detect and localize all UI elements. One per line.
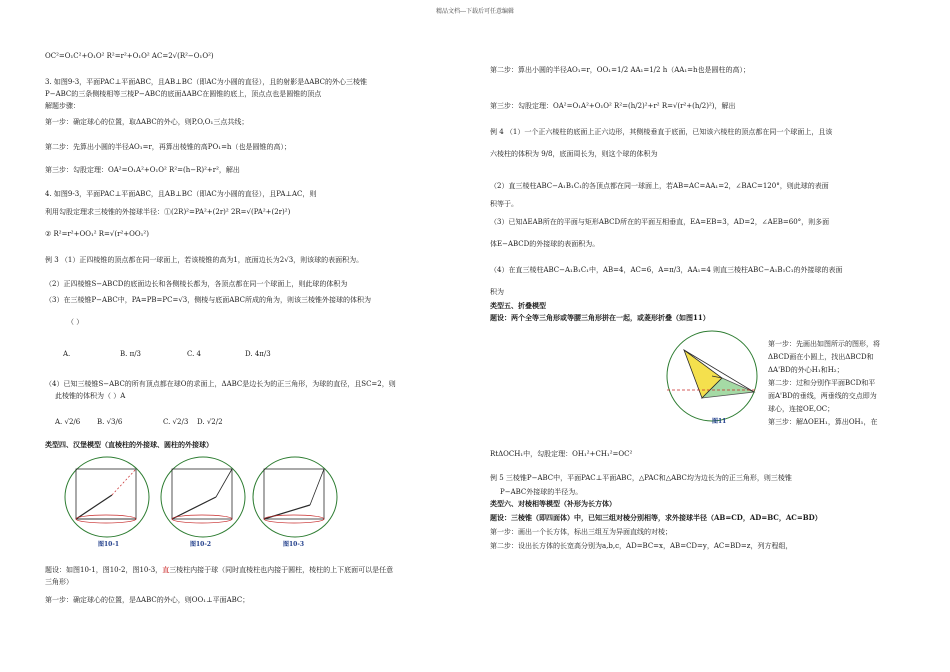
section-heading-type4: 类型四、汉堡模型（直棱柱的外接球、圆柱的外接球） xyxy=(45,440,213,449)
left-text-line: 例 3 （1）正四棱锥的顶点都在同一球面上，若该棱锥的高为1，底面边长为2√3，则该球的表面积为。 xyxy=(45,256,364,264)
left-text-line: OC²=O₁C²+O₁O² R²=r²+O₁O² AC=2√(R²−O₁O²) xyxy=(45,52,214,60)
left-text-line: （3）在三棱锥P−ABC中，PA=PB=PC=√3，侧棱与底面ABC所成的角为，则该三棱锥外接球的体积为 xyxy=(45,296,371,304)
left-text-line: （2）正四棱锥S−ABCD的底面边长和各侧棱长都为，各顶点都在同一个球面上，则此球的体积为 xyxy=(45,280,348,288)
right-text-line: （4）在直三棱柱ABC−A₁B₁C₁中，AB=4，AC=6，A=π/3，AA₁=4 则直三棱柱ABC−A₁B₁C₁的外接球的表面 xyxy=(490,266,843,274)
figure-11-step-line: 球心，连接OE,OC； xyxy=(768,405,835,413)
figure-11 xyxy=(662,328,762,423)
figure-11-step-line: 面A'BD的垂线，两垂线的交点即为 xyxy=(768,392,877,400)
right-after-line: RtΔOCH₁中，勾股定理：OH₁²+CH₁²=OC² xyxy=(490,450,633,458)
left-text-line: P−ABC的三条侧棱相等三棱P−ABC的底面ΔABC在圆锥的底上，顶点点也是圆锥的顶点 xyxy=(45,90,322,98)
section-subtitle-type6: 题设：三棱锥（即四面体）中，已知三组对棱分别相等，求外接球半径（AB=CD，AD=BC，AC=BD） xyxy=(490,513,822,522)
right-text-line: （2）直三棱柱ABC−A₁B₁C₁的各顶点都在同一球面上，若AB=AC=AA₁=2，∠BAC=120°，则此球的表面 xyxy=(490,182,829,190)
left-text-line: A. xyxy=(63,350,71,358)
left-bottom-line-2: 三角形） xyxy=(45,578,73,586)
left-text-line: 第二步：先算出小圆的半径AO₁=r，再算出棱锥的高PO₁=h（也是圆锥的高）； xyxy=(45,143,291,151)
right-text-line: 六棱柱的体积为 9/8，底面周长为，则这个球的体积为 xyxy=(490,150,658,158)
figure-11-step-line: ΔA'BD的外心H₁和H₂； xyxy=(768,366,844,374)
left-bottom-line-1: 题设：如图10-1，图10-2，图10-3，直三棱柱内接于球（同时直棱柱也内接于圆柱，棱柱的上下底面可以是任意 xyxy=(45,566,394,574)
left-text-line: B. π/3 xyxy=(120,350,142,358)
right-text-line: 第三步：勾股定理：OA²=O₁A²+O₁O² R²=(h/2)²+r² R=√(r²+(h/2)²)，解出 xyxy=(490,102,736,110)
right-text-line: 例 4 （1）一个正六棱柱的底面上正六边形，其侧棱垂直于底面，已知该六棱柱的顶点都在同一个球面上，且该 xyxy=(490,128,833,136)
left-text-line: C. 4 xyxy=(187,350,202,358)
right-text-line: 体E−ABCD的外接球的表面积为。 xyxy=(490,240,600,248)
figure-11-step-line: 第一步：先画出如图所示的图形，将 xyxy=(768,340,880,348)
left-text-line: （ ） xyxy=(67,318,84,326)
right-text-line: 积为 xyxy=(490,288,504,296)
right-text-line: （3）已知ΔEAB所在的平面与矩形ABCD所在的平面互相垂直，EA=EB=3，AD=2，∠AEB=60°，则多面 xyxy=(490,218,830,226)
figure-11-step-line: 第二步：过和分别作平面BCD和平 xyxy=(768,379,876,387)
highlight-word: 直 xyxy=(162,566,170,574)
left-text-line: （4）已知三棱锥S−ABC的所有顶点都在球O的求面上，ΔABC是边长为的正三角形，为球的直径，且SC=2，则 xyxy=(45,380,396,388)
left-text-line: A. √2/6 xyxy=(55,418,81,426)
left-text-line: ② R²=r²+OO₁² R=√(r²+OO₁²) xyxy=(45,230,149,238)
section-subtitle-type5: 题设：两个全等三角形或等腰三角形拼在一起，或菱形折叠（如图11） xyxy=(490,313,710,322)
right-tail-line-2: 第二步：设出长方体的长宽高分别为a,b,c，AD=BC=x，AB=CD=y，AC=BD=z，列方程组， xyxy=(490,542,793,550)
figure-caption-11: 图11 xyxy=(712,418,727,425)
right-text-line: 积等于。 xyxy=(490,200,518,208)
left-bottom-line-3: 第一步：确定球心的位置，是ΔABC的外心，则OO₁⊥平面ABC； xyxy=(45,596,250,604)
left-text-line: 第一步：确定球心的位置，取ΔABC的外心，则P,O,O₁三点共线； xyxy=(45,118,249,126)
figure-10-1 xyxy=(62,455,152,540)
left-text-line: 利用勾股定理求三棱锥的外接球半径：①(2R)²=PA²+(2r)² 2R=√(PA²+(2r)²) xyxy=(45,208,291,216)
figure-11-step-line: ΔBCD画在小圆上，找出ΔBCD和 xyxy=(768,353,874,361)
left-text-line: B. √3/6 xyxy=(97,418,123,426)
left-text-line: 3. 如图9-3，平面PAC⊥平面ABC，且AB⊥BC（即AC为小圆的直径），且的射影是ΔABC的外心三棱锥 xyxy=(45,78,367,86)
figure-10-3 xyxy=(250,455,340,540)
left-text-line: 此棱锥的体积为（ ）A xyxy=(55,392,126,400)
left-text-line: D. √2/2 xyxy=(197,418,223,426)
left-text-line: 第三步：勾股定理：OA²=O₁A²+O₁O² R²=(h−R)²+r²，解出 xyxy=(45,166,240,174)
left-text-line: D. 4π/3 xyxy=(245,350,271,358)
figure-11-step-line: 第三步：解ΔOEH₁，算出OH₁，在 xyxy=(768,418,878,426)
figure-10-2 xyxy=(158,455,248,540)
right-after-line: 例 5 三棱锥P−ABC中，平面PAC⊥平面ABC，△PAC和△ABC均为边长为的正三角形，则三棱锥 xyxy=(490,474,792,482)
section-heading-type6: 类型六、对棱相等模型（补形为长方体） xyxy=(490,499,616,508)
figure-caption-10-3: 图10-3 xyxy=(283,541,305,548)
left-text-line: 解题步骤： xyxy=(45,102,80,110)
right-text-line: 第二步：算出小圆的半径AO₁=r，OO₁=1/2 AA₁=1/2 h（AA₁=h也是圆柱的高）； xyxy=(490,66,751,74)
left-text-line: C. √2/3 xyxy=(163,418,189,426)
figure-caption-10-1: 图10-1 xyxy=(98,541,120,548)
section-heading-type5: 类型五、折叠模型 xyxy=(490,301,546,310)
figure-caption-10-2: 图10-2 xyxy=(190,541,212,548)
right-after-line: P−ABC外接球的半径为。 xyxy=(500,488,583,496)
left-text-line: 4. 如图9-3，平面PAC⊥平面ABC，且AB⊥BC（即AC为小圆的直径），且PA⊥AC，则 xyxy=(45,190,317,198)
page-header: 精品文档---下载后可任意编辑 xyxy=(435,8,515,15)
right-tail-line-1: 第一步：画出一个长方体，标出三组互为异面直线的对棱； xyxy=(490,528,672,536)
